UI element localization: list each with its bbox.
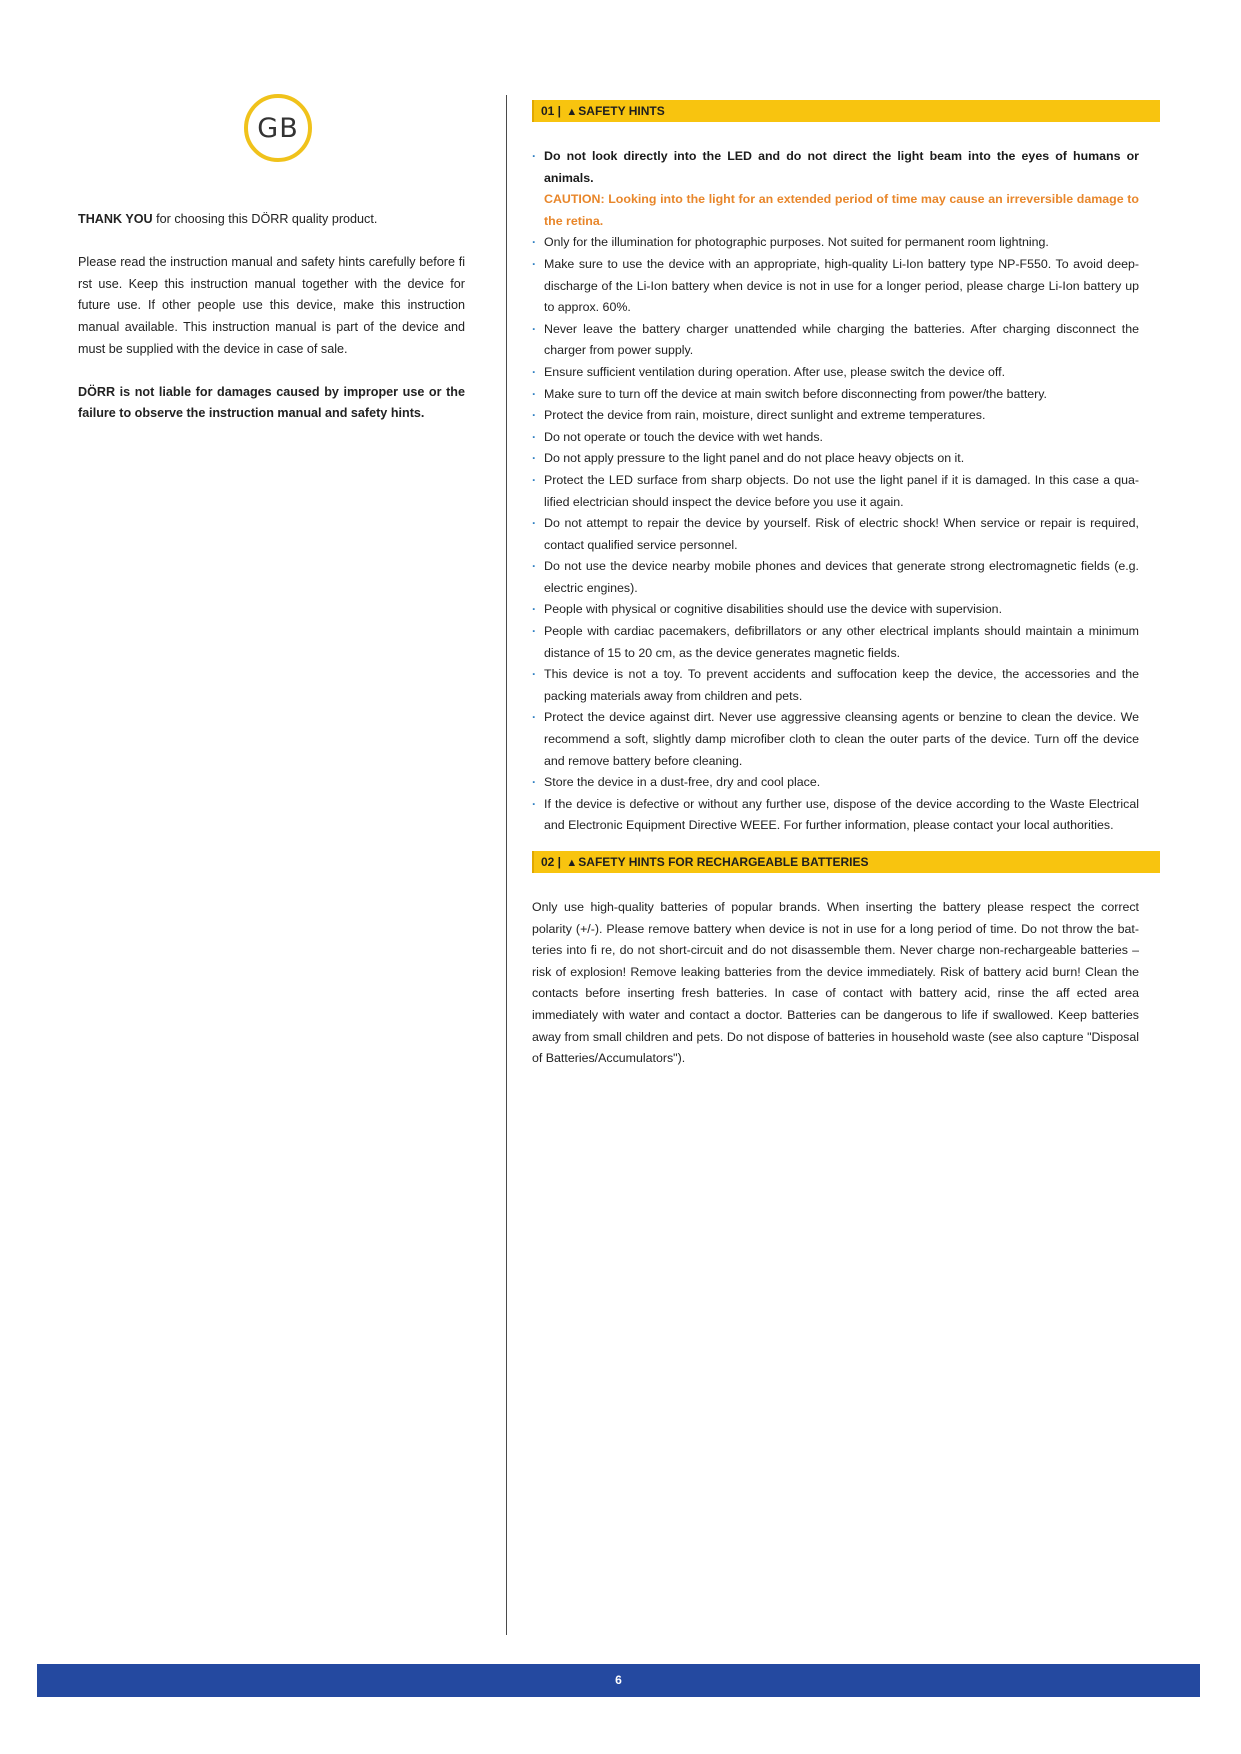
list-item-text: Ensure sufficient ventilation during operation. After use, please switch the device off. <box>544 364 1006 379</box>
bullet-icon: · <box>532 149 537 163</box>
list-item-text: If the device is defective or without any further use, dispose of the device according to the Waste Electrical and Electronic Equipment Directive WEEE. For further information, please contact your local authorities. <box>544 796 1139 833</box>
read-manual-paragraph: Please read the instruction manual and safety hints carefully before fi rst use. Keep this instruction manual together with the device for future use. If other people use this device, make this instruction manual available. This instruction manual is part of the device and must be supplied with the device in case of sale. <box>78 255 465 356</box>
list-item <box>532 254 1139 319</box>
list-item-text: Do not operate or touch the device with wet hands. <box>544 429 823 444</box>
list-item <box>532 513 1139 556</box>
list-item-text: Protect the device from rain, moisture, direct sunlight and extreme temperatures. <box>544 408 986 423</box>
list-item <box>532 427 1139 449</box>
section-title: SAFETY HINTS FOR RECHARGEABLE BATTERIES <box>578 855 869 869</box>
list-item <box>532 405 1139 427</box>
list-item <box>532 772 1139 794</box>
warning-icon: ▲ <box>566 857 578 869</box>
list-item <box>532 621 1139 664</box>
bullet-icon: · <box>532 364 537 379</box>
list-item <box>532 384 1139 406</box>
bullet-icon: · <box>532 602 537 617</box>
bullet-icon: · <box>532 667 537 682</box>
bullet-icon: · <box>532 429 537 444</box>
language-badge-gb: GB <box>244 94 312 162</box>
bullet-icon: · <box>532 516 537 531</box>
list-item-text: Protect the LED surface from sharp objects. Do not use the light panel if it is damaged. In this case a qua-lified electrician should inspect the device before you use it again. <box>544 472 1139 509</box>
section-number: 01 | <box>541 104 562 118</box>
bullet-icon: · <box>532 386 537 401</box>
list-item-text: Protect the device against dirt. Never use aggressive cleansing agents or benzine to clean the device. We recommend a soft, slightly damp microfiber cloth to clean the outer parts of the device. Turn off the device and remove battery before cleaning. <box>544 710 1139 768</box>
caution-text: CAUTION: Looking into the light for an extended period of time may cause an irreversible damage to the retina. <box>544 192 1139 228</box>
battery-hints-text: Only use high-quality batteries of popular brands. When inserting the battery please respect the correct polarity (+/-). Please remove battery when device is not in use for a long period of time. Do not throw the bat-teries into fi re, do not short-circuit and do not disassemble them. Never charge non-rechargeable batteries – risk of explosion! Remove leaking batteries from the device immediately. Risk of battery acid burn! Clean the contacts before inserting fresh batteries. In case of contact with battery acid, rinse the aff ected area immediately with water and contact a doctor. Batteries can be dangerous to life if swallowed. Keep batteries away from small children and pets. Do not dispose of batteries in household waste (see also capture "Disposal of Batteries/Accumulators"). <box>532 900 1139 1066</box>
list-item <box>532 448 1139 470</box>
list-item-text: Do not use the device nearby mobile phones and devices that generate strong electromagnetic fields (e.g. electric engines). <box>544 559 1139 595</box>
bullet-icon: · <box>532 710 537 725</box>
list-item-text: Make sure to use the device with an appropriate, high-quality Li-Ion battery type NP-F550. To avoid deep-discharge of the Li-Ion battery when device is not in use for a longer period, please charge Li-Ion battery up to approx. 60%. <box>544 256 1139 315</box>
list-item-text: Do not apply pressure to the light panel and do not place heavy objects on it. <box>544 451 965 466</box>
thank-you-paragraph <box>78 209 465 231</box>
list-item-text: Never leave the battery charger unattended while charging the batteries. After charging disconnect the charger from power supply. <box>544 321 1139 358</box>
liability-text: DÖRR is not liable for damages caused by improper use or the failure to observe the instruction manual and safety hints. <box>78 384 465 421</box>
warning-icon: ▲ <box>566 106 578 118</box>
list-item-text: People with physical or cognitive disabilities should use the device with supervision. <box>544 602 1003 617</box>
section-header-safety-hints <box>532 100 1160 122</box>
bullet-icon: · <box>532 256 537 271</box>
list-item-text: Do not attempt to repair the device by yourself. Risk of electric shock! When service or repair is required, contact qualified service personnel. <box>544 516 1139 552</box>
section-number: 02 | <box>541 855 562 869</box>
list-item <box>532 707 1139 772</box>
bullet-icon: · <box>532 624 537 639</box>
list-item <box>532 470 1139 513</box>
list-item <box>532 232 1139 254</box>
intro-column <box>78 209 465 447</box>
thank-you-bold: THANK YOU <box>78 212 153 226</box>
list-item <box>532 556 1139 599</box>
list-item-text: Store the device in a dust-free, dry and cool place. <box>544 775 821 790</box>
column-divider <box>506 95 507 1635</box>
list-item <box>532 794 1139 837</box>
bullet-icon: · <box>532 472 537 487</box>
liability-paragraph <box>78 382 465 425</box>
safety-hints-list <box>532 146 1139 837</box>
section-header-battery-hints <box>532 851 1160 873</box>
bullet-icon: · <box>532 451 537 466</box>
section-title: SAFETY HINTS <box>578 104 665 118</box>
bullet-icon: · <box>532 559 537 574</box>
list-item-text: This device is not a toy. To prevent accidents and suffocation keep the device, the accessories and the packing materials away from children and pets. <box>544 667 1139 703</box>
list-item-text: Only for the illumination for photographic purposes. Not suited for permanent room lightning. <box>544 235 1049 250</box>
list-item <box>532 599 1139 621</box>
bullet-icon: · <box>532 796 537 811</box>
thank-you-text: for choosing this DÖRR quality product. <box>152 212 378 226</box>
page-number: 6 <box>615 1673 622 1687</box>
footer-bar <box>37 1664 1200 1697</box>
led-warning-text: Do not look directly into the LED and do not direct the light beam into the eyes of humans or animals. <box>544 149 1139 185</box>
bullet-icon: · <box>532 235 537 250</box>
list-item <box>532 319 1139 362</box>
list-item <box>532 146 1139 232</box>
list-item <box>532 362 1139 384</box>
list-item-text: People with cardiac pacemakers, defibrillators or any other electrical implants should maintain a minimum distance of 15 to 20 cm, as the device generates magnetic fields. <box>544 624 1139 660</box>
list-item <box>532 664 1139 707</box>
list-item-text: Make sure to turn off the device at main switch before disconnecting from power/the battery. <box>544 386 1047 401</box>
bullet-icon: · <box>532 408 537 423</box>
bullet-icon: · <box>532 775 537 790</box>
bullet-icon: · <box>532 321 537 336</box>
